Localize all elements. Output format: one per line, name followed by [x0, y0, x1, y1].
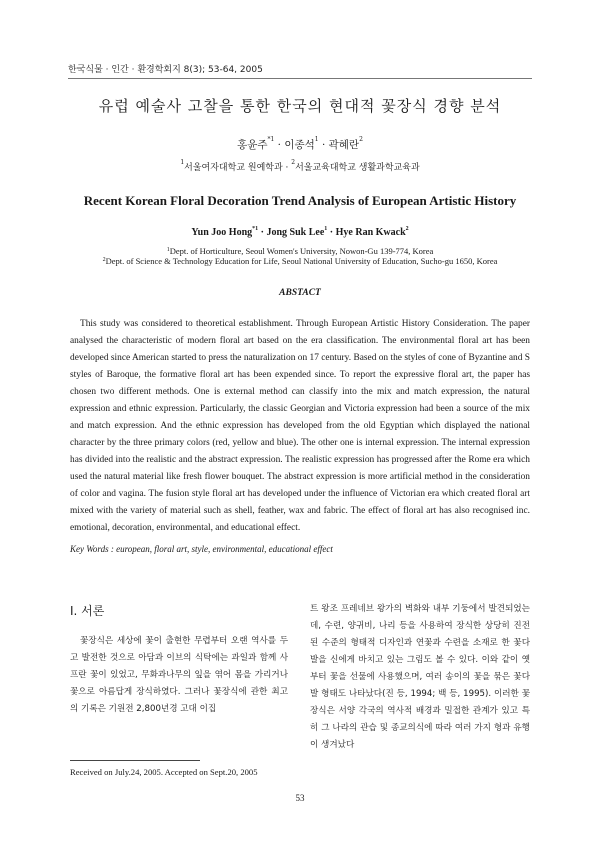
- korean-authors: [0, 137, 600, 152]
- author-1-eng: Yun Joo Hong: [191, 227, 253, 238]
- abstract-body: This study was considered to theoretical establishment. Through European Artistic History Consideration. The paper analysed the characteristic of modern floral art based on the era classification. The environmental floral art has been developed since American started to press the naturalization on 17 century. Based on the styles of cone of Byzantine and S styles of Baroque, the formative floral art has been expended since. To report the expressive floral art, the paper has chosen two different methods. One is external method can classify into the mix and match expression, the natural expression and ethnic expression. Particularly, the classic Georgian and Victoria expression had been a source of the mix and match expression. And the ethnic expression has developed from the old Egyptian which displayed the national character by the three primary colors (red, yellow and blue). The other one is internal expression. The internal expression has divided into the realistic and the abstract expression. The realistic expression has progressed after the Rome era which used the natural material like fresh flower bouquet. The abstract expression is more artificial method in the consideration of color and vagina. The fusion style floral art has developed under the influence of Victorian era which created floral art mixed with the variety of material such as shell, feather, wax and fabric. The effect of floral art has also recognised inc. emotional, decoration, environmental, and educational effect.: [70, 319, 530, 533]
- author-1-kor-mark: *1: [267, 136, 275, 143]
- affil-2-eng: Dept. of Science & Technology Education for Life, Seoul National University of Education, Sucho-gu 1650, Korea: [105, 256, 498, 266]
- author-separator: ·: [327, 227, 336, 238]
- affil-2-kor-mark: 2: [291, 159, 296, 166]
- author-2-kor-mark: 1: [314, 136, 319, 143]
- author-separator: ·: [274, 139, 285, 151]
- affil-1-eng-line: [0, 246, 600, 256]
- abstract-heading: ABSTACT: [279, 288, 321, 298]
- english-affiliations: [0, 246, 600, 266]
- author-2-kor: 이종석: [284, 139, 315, 151]
- affil-2-eng-line: [0, 256, 600, 266]
- journal-header: 한국식물 · 인간 · 환경학회지 8(3); 53-64, 2005: [68, 65, 263, 75]
- english-title: Recent Korean Floral Decoration Trend Analysis of European Artistic History: [83, 193, 517, 208]
- author-3-eng-mark: 2: [405, 226, 409, 232]
- left-column: [70, 602, 288, 718]
- keywords: Key Words : european, floral art, style, environmental, educational effect: [70, 544, 333, 554]
- header-rule: [68, 78, 532, 79]
- footnote: Received on July.24, 2005. Accepted on Sept.20, 2005: [70, 767, 258, 777]
- section-heading: Ⅰ. 서론: [70, 604, 105, 618]
- affil-separator: ·: [282, 163, 292, 173]
- author-separator: ·: [318, 139, 329, 151]
- right-column-text: 트 왕조 프레네브 왕가의 벽화와 내부 기둥에서 발견되었는데, 수련, 양귀비, 나리 등을 사용하여 장식한 상당히 진전된 수준의 형태적 디자인과 연꽃과 수련을 소재로 한 꽃다발을 신에게 바치고 있는 그림도 볼 수 있다. 이와 같이 옛 부터 꽃을 선물에 사용했으며, 여러 송이의 꽃을 묶은 꽃다발 형태도 나타났다(진 등, 1994; 백 등, 1995). 이러한 꽃장식은 서양 각국의 역사적 배경과 밀접한 관계가 있고 특히 그 나라의 관습 및 종교의식에 따라 여러 가지 형과 유행이 생겨났다: [310, 604, 530, 750]
- affil-2-kor: 서울교육대학교 생활과학교육과: [295, 163, 420, 173]
- author-1-kor: 홍윤주: [237, 139, 268, 151]
- author-3-eng: Hye Ran Kwack: [335, 227, 406, 238]
- author-3-kor: 곽혜란: [328, 139, 360, 151]
- english-authors: [0, 227, 600, 238]
- author-3-kor-mark: 2: [359, 136, 363, 143]
- affil-1-kor-mark: 1: [180, 159, 185, 166]
- affil-1-eng: Dept. of Horticulture, Seoul Women's University, Nowon-Gu 139-774, Korea: [169, 246, 434, 256]
- author-2-eng-mark: 1: [324, 226, 328, 232]
- footnote-rule: [70, 760, 200, 761]
- affil-2-eng-mark: 2: [102, 257, 106, 263]
- affil-1-eng-mark: 1: [166, 247, 170, 253]
- author-2-eng: Jong Suk Lee: [266, 227, 325, 238]
- korean-title: 유럽 예술사 고찰을 통한 한국의 현대적 꽃장식 경향 분석: [98, 97, 502, 115]
- korean-affiliations: [0, 160, 600, 173]
- author-1-eng-mark: *1: [252, 226, 259, 232]
- left-column-text: 꽃장식은 세상에 꽃이 출현한 무렵부터 오랜 역사를 두고 발전한 것으로 아담과 이브의 식탁에는 과일과 함께 사프란 꽃이 있었고, 무화과나무의 잎을 엮어 몸을 가리거나 꽃으로 아름답게 장식하였다. 그러나 꽃장식에 관한 최고의 기록은 기원전 2,800년경 고대 이집: [70, 636, 288, 714]
- page-number: 53: [295, 793, 305, 803]
- author-separator: ·: [258, 227, 267, 238]
- affil-1-kor: 서울여자대학교 원예학과: [184, 163, 283, 173]
